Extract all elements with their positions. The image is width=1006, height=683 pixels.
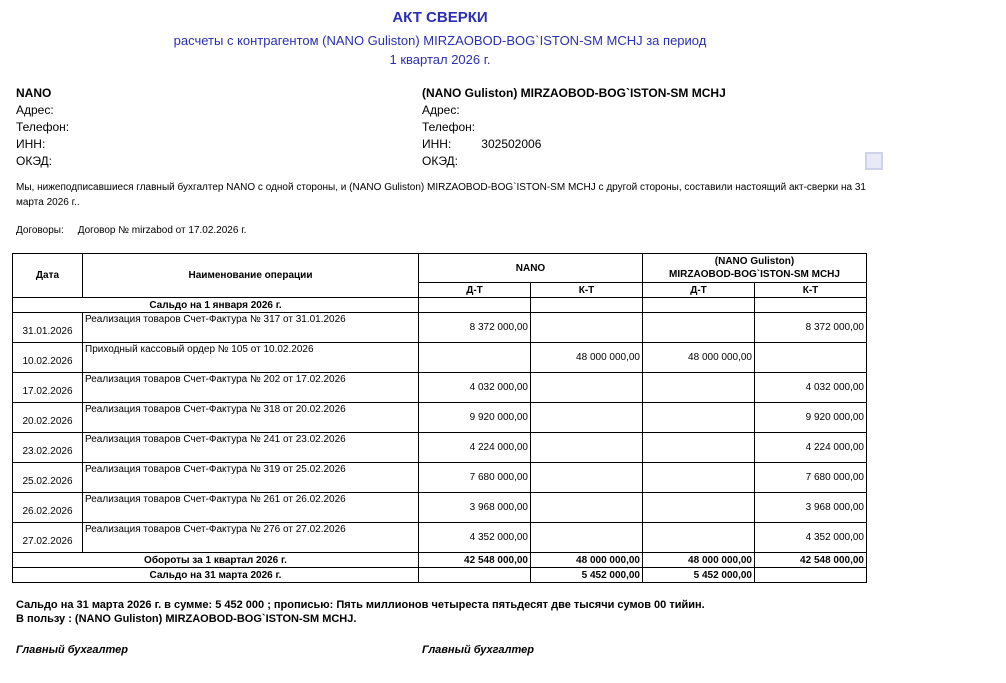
opening-left-kt [531,298,643,313]
opening-balance-label: Сальдо на 1 января 2026 г. [13,298,419,313]
contracts-value: Договор № mirzabod от 17.02.2026 г. [77,225,247,236]
row-right-debit [643,523,755,553]
opening-balance-row [13,298,867,313]
contracts-line [16,225,246,236]
row-left-debit [419,343,531,373]
closing-left-dt [419,568,531,583]
right-credit-header: К-Т [755,283,867,298]
party-right-phone: Телефон: [422,120,476,134]
right-debit-header: Д-Т [643,283,755,298]
row-right-credit: 7 680 000,00 [755,463,867,493]
row-right-debit [643,313,755,343]
col-date-header: Дата [13,254,83,298]
table-row [13,523,867,553]
group-right-line1: (NANO Guliston) [714,256,795,267]
row-operation: Реализация товаров Счет-Фактура № 241 от 23.02.2026 [83,433,419,463]
row-left-credit [531,433,643,463]
closing-left-kt: 5 452 000,00 [531,568,643,583]
turnover-right-kt: 42 548 000,00 [755,553,867,568]
row-left-debit: 4 352 000,00 [419,523,531,553]
row-date: 25.02.2026 [13,463,83,493]
row-date: 20.02.2026 [13,403,83,433]
table-row [13,433,867,463]
opening-right-kt [755,298,867,313]
row-operation: Реализация товаров Счет-Фактура № 261 от 26.02.2026 [83,493,419,523]
group-left-header: NANO [419,254,643,283]
row-date: 10.02.2026 [13,343,83,373]
contracts-label: Договоры: [16,225,64,236]
checkbox[interactable] [865,152,883,170]
opening-left-dt [419,298,531,313]
row-operation: Реализация товаров Счет-Фактура № 318 от 20.02.2026 [83,403,419,433]
row-left-debit: 8 372 000,00 [419,313,531,343]
row-right-debit: 48 000 000,00 [643,343,755,373]
row-right-debit [643,493,755,523]
row-date: 23.02.2026 [13,433,83,463]
row-right-credit: 3 968 000,00 [755,493,867,523]
party-left-name: NANO [16,86,52,100]
row-right-debit [643,403,755,433]
table-row [13,313,867,343]
row-date: 26.02.2026 [13,493,83,523]
row-right-credit: 9 920 000,00 [755,403,867,433]
turnover-row [13,553,867,568]
signature-right: Главный бухгалтер [422,644,534,656]
row-right-credit: 8 372 000,00 [755,313,867,343]
row-left-credit [531,403,643,433]
party-right-address: Адрес: [422,103,460,117]
turnover-left-dt: 42 548 000,00 [419,553,531,568]
row-operation: Реализация товаров Счет-Фактура № 317 от 31.01.2026 [83,313,419,343]
row-left-credit [531,463,643,493]
row-left-credit [531,313,643,343]
document-period: 1 квартал 2026 г. [389,52,491,67]
row-right-debit [643,373,755,403]
row-right-debit [643,463,755,493]
closing-balance-row [13,568,867,583]
party-left-address: Адрес: [16,103,54,117]
row-left-credit: 48 000 000,00 [531,343,643,373]
row-left-credit [531,523,643,553]
table-row [13,493,867,523]
row-left-debit: 4 032 000,00 [419,373,531,403]
intro-text: Мы, нижеподписавшиеся главный бухгалтер NANO с одной стороны, и (NANO Guliston) MIRZAOBOD-BOG`ISTON-SM MCHJ с другой стороны, составили настоящий акт-сверки на 31 марта 2026 г.. [16,182,866,208]
row-date: 31.01.2026 [13,313,83,343]
row-left-debit: 4 224 000,00 [419,433,531,463]
signature-left: Главный бухгалтер [16,644,128,656]
col-operation-header: Наименование операции [83,254,419,298]
row-operation: Реализация товаров Счет-Фактура № 276 от 27.02.2026 [83,523,419,553]
document-subtitle: расчеты с контрагентом (NANO Guliston) MIRZAOBOD-BOG`ISTON-SM MCHJ за период [173,33,707,48]
party-left-inn: ИНН: [16,137,46,151]
row-date: 17.02.2026 [13,373,83,403]
row-left-debit: 3 968 000,00 [419,493,531,523]
row-operation: Реализация товаров Счет-Фактура № 319 от 25.02.2026 [83,463,419,493]
turnover-label: Обороты за 1 квартал 2026 г. [13,553,419,568]
row-right-credit: 4 352 000,00 [755,523,867,553]
group-right-header [643,254,867,283]
party-right-name: (NANO Guliston) MIRZAOBOD-BOG`ISTON-SM MCHJ [422,86,726,100]
document-title: АКТ СВЕРКИ [392,9,488,26]
party-left [16,85,69,170]
closing-right-dt: 5 452 000,00 [643,568,755,583]
row-right-credit: 4 224 000,00 [755,433,867,463]
turnover-right-dt: 48 000 000,00 [643,553,755,568]
row-operation: Приходный кассовый ордер № 105 от 10.02.2026 [83,343,419,373]
party-left-phone: Телефон: [16,120,70,134]
row-left-credit [531,493,643,523]
row-date: 27.02.2026 [13,523,83,553]
opening-right-dt [643,298,755,313]
party-left-okad: ОКЭД: [16,154,53,168]
footer-summary: Сальдо на 31 марта 2026 г. в сумме: 5 452 000 ; прописью: Пять миллионов четыреста пятьдесят две тысячи сумов 00 тийин. [16,599,705,611]
row-left-credit [531,373,643,403]
row-right-credit: 4 032 000,00 [755,373,867,403]
party-right-inn-row [422,136,726,153]
table-row [13,343,867,373]
row-left-debit: 9 920 000,00 [419,403,531,433]
party-right-inn-value: 302502006 [481,137,542,151]
row-operation: Реализация товаров Счет-Фактура № 202 от 17.02.2026 [83,373,419,403]
table-row [13,373,867,403]
group-right-line2: MIRZAOBOD-BOG`ISTON-SM MCHJ [669,269,840,280]
closing-label: Сальдо на 31 марта 2026 г. [13,568,419,583]
reconciliation-table [12,253,867,583]
party-right [422,85,726,170]
party-right-okad: ОКЭД: [422,154,459,168]
left-debit-header: Д-Т [419,283,531,298]
row-left-debit: 7 680 000,00 [419,463,531,493]
left-credit-header: К-Т [531,283,643,298]
row-right-credit [755,343,867,373]
table-row [13,463,867,493]
footer-in-favor: В пользу : (NANO Guliston) MIRZAOBOD-BOG`ISTON-SM MCHJ. [16,613,357,625]
row-right-debit [643,433,755,463]
party-right-inn-label: ИНН: [422,137,452,151]
closing-right-kt [755,568,867,583]
table-row [13,403,867,433]
turnover-left-kt: 48 000 000,00 [531,553,643,568]
